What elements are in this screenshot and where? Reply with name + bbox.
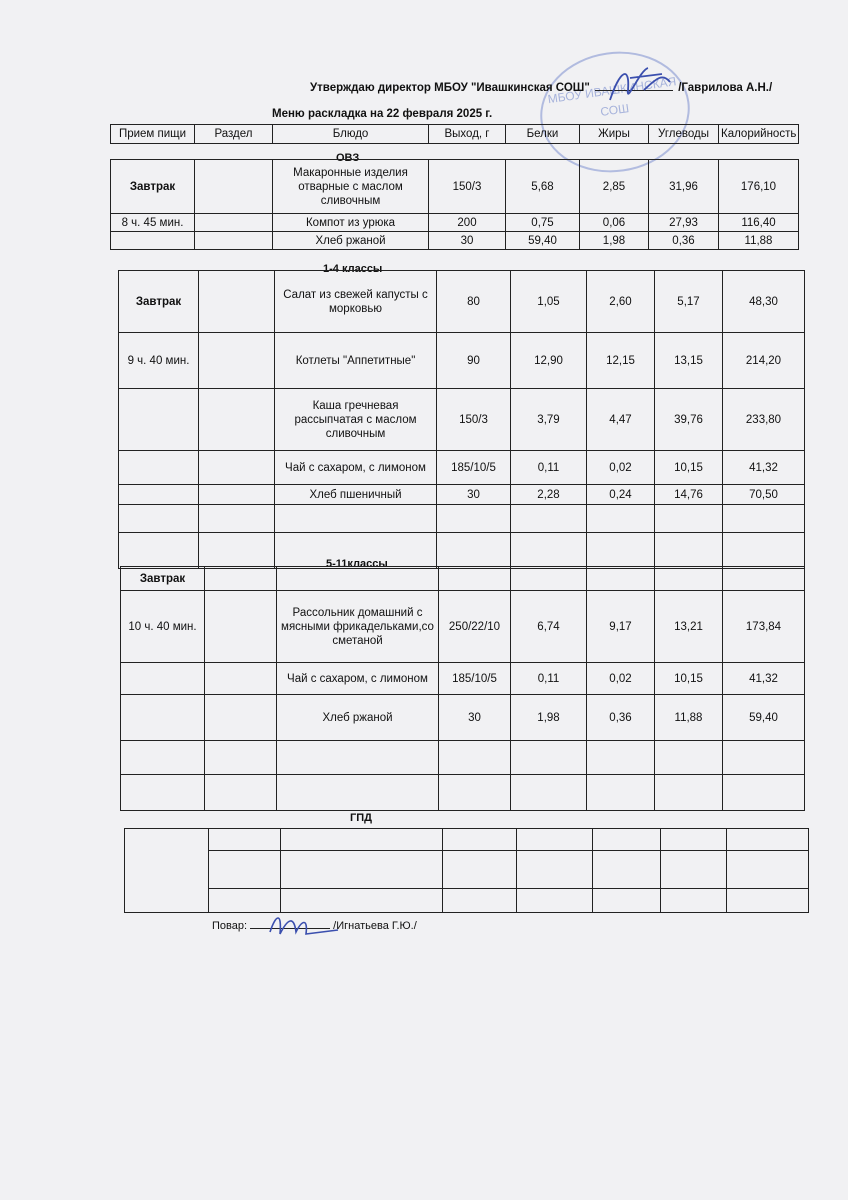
gpd-table: [124, 828, 809, 913]
carbs-cell: 13,21: [655, 591, 723, 663]
dish-cell: Рассольник домашний с мясными фрикадельками,со сметаной: [277, 591, 439, 663]
kcal-cell: 70,50: [723, 485, 805, 505]
carbs-cell: 27,93: [649, 214, 719, 232]
time-cell: 10 ч. 40 мин.: [121, 591, 205, 663]
approval-name: /Гаврилова А.Н./: [678, 82, 773, 94]
dish-cell: Салат из свежей капусты с морковью: [275, 271, 437, 333]
section-cell: [205, 695, 277, 741]
yield-cell: 30: [437, 485, 511, 505]
dish-cell: Хлеб пшеничный: [275, 485, 437, 505]
header-table: [110, 124, 799, 144]
carbs-cell: 39,76: [655, 389, 723, 451]
meal-cell: Завтрак: [111, 160, 195, 214]
approval-text: Утверждаю директор МБОУ "Ивашкинская СОШ": [310, 82, 590, 94]
kcal-cell: 41,32: [723, 663, 805, 695]
col-header: Блюдо: [273, 125, 429, 144]
fat-cell: 2,85: [580, 160, 649, 214]
protein-cell: 59,40: [506, 232, 580, 250]
table-row: [119, 389, 805, 451]
empty-row: [119, 505, 805, 533]
table-row: [121, 567, 805, 591]
dish-cell: Котлеты "Аппетитные": [275, 333, 437, 389]
yield-cell: 90: [437, 333, 511, 389]
kcal-cell: 173,84: [723, 591, 805, 663]
table-row: [111, 232, 799, 250]
meal-cell: [121, 695, 205, 741]
yield-cell: 150/3: [437, 389, 511, 451]
protein-cell: 2,28: [511, 485, 587, 505]
kcal-cell: 48,30: [723, 271, 805, 333]
section-cell: [199, 271, 275, 333]
carbs-cell: 10,15: [655, 451, 723, 485]
kcal-cell: 59,40: [723, 695, 805, 741]
col-header: Углеводы: [649, 125, 719, 144]
fat-cell: 0,24: [587, 485, 655, 505]
dish-cell: Чай с сахаром, с лимоном: [275, 451, 437, 485]
protein-cell: 1,98: [511, 695, 587, 741]
grade5-11-table: [120, 566, 805, 811]
section-label: 1-4 классы: [323, 263, 383, 275]
yield-cell: 185/10/5: [437, 451, 511, 485]
kcal-cell: 176,10: [719, 160, 799, 214]
table-row: [111, 214, 799, 232]
protein-cell: 5,68: [506, 160, 580, 214]
stamp-text: МБОУ ИВАШКИНСКАЯ СОШ: [546, 74, 678, 119]
protein-cell: 0,75: [506, 214, 580, 232]
section-cell: [205, 663, 277, 695]
section-label: ОВЗ: [336, 152, 360, 164]
fat-cell: 4,47: [587, 389, 655, 451]
section-cell: [195, 232, 273, 250]
section-cell: [195, 160, 273, 214]
kcal-cell: 11,88: [719, 232, 799, 250]
meal-cell: [111, 232, 195, 250]
empty-row: [125, 851, 809, 889]
table-row: [119, 485, 805, 505]
header-row: [111, 125, 799, 144]
fat-cell: 0,36: [587, 695, 655, 741]
section-cell: [199, 389, 275, 451]
protein-cell: 0,11: [511, 451, 587, 485]
empty-row: [121, 775, 805, 811]
yield-cell: 150/3: [429, 160, 506, 214]
fat-cell: 9,17: [587, 591, 655, 663]
carbs-cell: 11,88: [655, 695, 723, 741]
time-cell: 9 ч. 40 мин.: [119, 333, 199, 389]
table-row: [121, 695, 805, 741]
section-cell: [205, 591, 277, 663]
time-cell: 8 ч. 45 мин.: [111, 214, 195, 232]
dish-cell: Хлеб ржаной: [273, 232, 429, 250]
carbs-cell: 0,36: [649, 232, 719, 250]
col-header: Калорийность: [719, 125, 799, 144]
table-row: [121, 663, 805, 695]
kcal-cell: 41,32: [723, 451, 805, 485]
empty-row: [125, 889, 809, 913]
yield-cell: 30: [429, 232, 506, 250]
director-signature-icon: [600, 60, 680, 108]
approval-line: [310, 80, 780, 94]
meal-cell: Завтрак: [121, 567, 205, 591]
carbs-cell: 14,76: [655, 485, 723, 505]
ovz-table: [110, 159, 799, 250]
fat-cell: 1,98: [580, 232, 649, 250]
fat-cell: 0,02: [587, 663, 655, 695]
dish-cell: Компот из урюка: [273, 214, 429, 232]
page-title: Меню раскладка на 22 февраля 2025 г.: [272, 108, 493, 120]
protein-cell: 12,90: [511, 333, 587, 389]
yield-cell: 185/10/5: [439, 663, 511, 695]
dish-cell: Макаронные изделия отварные с маслом сливочным: [273, 160, 429, 214]
kcal-cell: 116,40: [719, 214, 799, 232]
section-cell: [199, 451, 275, 485]
fat-cell: 0,06: [580, 214, 649, 232]
col-header: Прием пищи: [111, 125, 195, 144]
empty-row: [119, 533, 805, 569]
yield-cell: 30: [439, 695, 511, 741]
yield-cell: 80: [437, 271, 511, 333]
col-header: Выход, г: [429, 125, 506, 144]
fat-cell: 2,60: [587, 271, 655, 333]
meal-cell: [119, 485, 199, 505]
kcal-cell: 214,20: [723, 333, 805, 389]
protein-cell: 1,05: [511, 271, 587, 333]
yield-cell: 250/22/10: [439, 591, 511, 663]
protein-cell: 3,79: [511, 389, 587, 451]
cook-signature-icon: [262, 908, 342, 942]
section-cell: [199, 485, 275, 505]
protein-cell: 6,74: [511, 591, 587, 663]
carbs-cell: 13,15: [655, 333, 723, 389]
fat-cell: 0,02: [587, 451, 655, 485]
carbs-cell: 10,15: [655, 663, 723, 695]
yield-cell: 200: [429, 214, 506, 232]
cook-label: Повар:: [212, 920, 248, 932]
fat-cell: 12,15: [587, 333, 655, 389]
section-label: 5-11классы: [326, 558, 388, 570]
carbs-cell: 5,17: [655, 271, 723, 333]
meal-cell: Завтрак: [119, 271, 199, 333]
meal-cell: [119, 451, 199, 485]
table-row: [119, 271, 805, 333]
section-cell: [199, 333, 275, 389]
carbs-cell: 31,96: [649, 160, 719, 214]
grade1-4-table: [118, 270, 805, 569]
meal-cell: [121, 663, 205, 695]
section-label: ГПД: [350, 812, 372, 824]
dish-cell: Чай с сахаром, с лимоном: [277, 663, 439, 695]
empty-row: [121, 741, 805, 775]
cook-name: /Игнатьева Г.Ю./: [333, 920, 417, 932]
col-header: Жиры: [580, 125, 649, 144]
table-row: [121, 591, 805, 663]
dish-cell: Каша гречневая рассыпчатая с маслом сливочным: [275, 389, 437, 451]
meal-cell: [119, 389, 199, 451]
table-row: [111, 160, 799, 214]
kcal-cell: 233,80: [723, 389, 805, 451]
protein-cell: 0,11: [511, 663, 587, 695]
table-row: [119, 451, 805, 485]
dish-cell: Хлеб ржаной: [277, 695, 439, 741]
table-row: [119, 333, 805, 389]
col-header: Раздел: [195, 125, 273, 144]
col-header: Белки: [506, 125, 580, 144]
empty-row: [125, 829, 809, 851]
section-cell: [195, 214, 273, 232]
